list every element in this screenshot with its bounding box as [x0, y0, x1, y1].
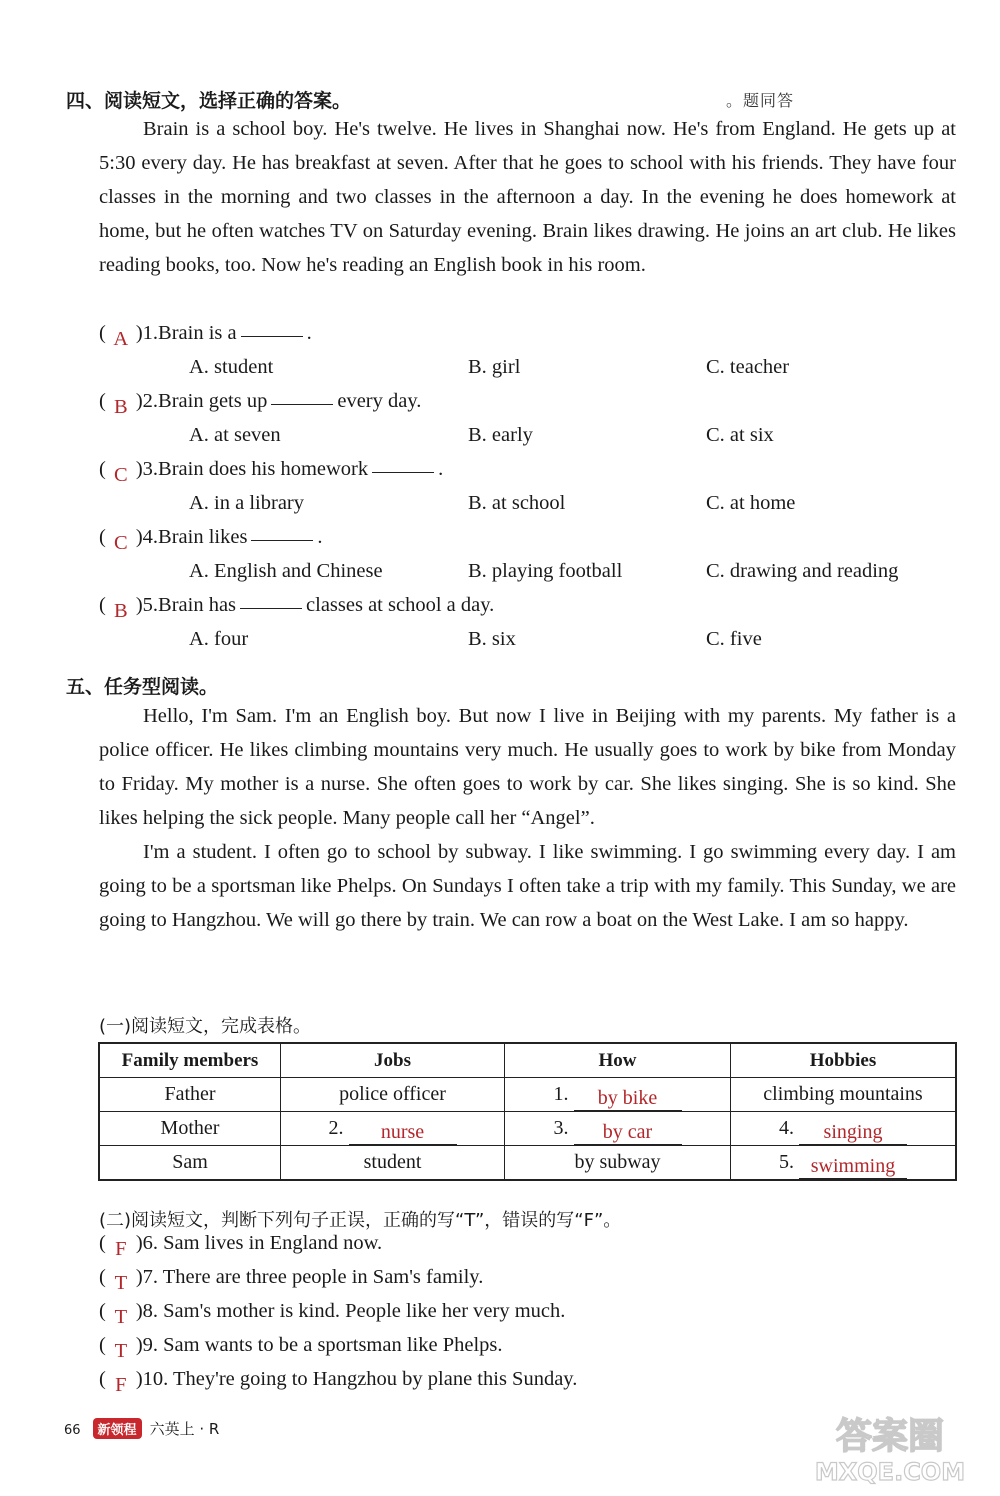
judgment-line	[99, 1300, 566, 1328]
header-how: How	[505, 1043, 731, 1078]
brand-logo: 新领程	[93, 1418, 142, 1439]
cell-job: student	[281, 1146, 505, 1181]
question-blank	[251, 540, 313, 541]
subject-label: 六英上 · R	[149, 1420, 220, 1438]
bracket-open: (	[99, 526, 106, 548]
table-header-row	[99, 1043, 956, 1078]
cell-how	[505, 1112, 731, 1146]
answer-mark: F	[115, 1238, 127, 1260]
question-stem-end: every day.	[337, 390, 422, 412]
table-row	[99, 1078, 956, 1112]
bracket-open: (	[99, 1368, 106, 1390]
header-jobs: Jobs	[281, 1043, 505, 1078]
option: A. at seven	[189, 424, 281, 446]
corner-stamp: 。题同答	[726, 91, 795, 110]
page-number: 66	[64, 1423, 81, 1438]
bracket-open: (	[99, 1266, 106, 1288]
bracket-open: (	[99, 390, 106, 412]
option: B. at school	[468, 492, 566, 514]
option: B. girl	[468, 356, 521, 378]
watermark-text-bottom: MXQE.COM	[814, 1458, 966, 1486]
cell-how	[505, 1078, 731, 1112]
watermark-text-top: 答案圈	[835, 1416, 945, 1457]
header-family-members: Family members	[99, 1043, 281, 1078]
bracket-open: (	[99, 322, 106, 344]
bracket-close: )	[135, 458, 143, 480]
answer-mark: B	[113, 396, 128, 418]
cell-job: police officer	[281, 1078, 505, 1112]
option: B. early	[468, 424, 533, 446]
cell-member: Father	[99, 1078, 281, 1112]
question-stem: Brain likes	[158, 526, 248, 548]
cell-hobby: climbing mountains	[731, 1078, 957, 1112]
bracket-open: (	[99, 458, 106, 480]
option: B. six	[468, 628, 516, 650]
question-blank	[271, 404, 333, 405]
question-stem: Brain gets up	[158, 390, 268, 412]
bracket-open: (	[99, 594, 106, 616]
section5-paragraph-1: Hello, I'm Sam. I'm an English boy. But now I live in Beijing with my parents. My father is a police officer. He likes climbing mountains very much. He usually goes to work by bike from Monday to Friday. My mother is a nurse. She often goes to work by car. She likes singing. She is so kind. She likes helping the sick people. Many people call her “Angel”.	[99, 705, 956, 829]
judgment-line	[99, 1368, 578, 1396]
answer-mark: C	[113, 532, 128, 554]
question-stem: Brain is a	[158, 322, 237, 344]
answer-blank: by bike	[574, 1087, 682, 1111]
question-line	[99, 594, 495, 622]
blank-number: 5.	[779, 1150, 794, 1173]
question-number: 5.	[142, 594, 159, 616]
family-table	[98, 1042, 957, 1181]
cell-hobby	[731, 1146, 957, 1181]
section4-passage-text: Brain is a school boy. He's twelve. He lives in Shanghai now. He's from England. He gets up at 5:30 every day. He has breakfast at seven. After that he goes to school with his friends. They have four classes in the morning and two classes in the afternoon a day. In the evening he does homework at home, but he often watches TV on Saturday evening. Brain likes drawing. He joins an art club. He likes reading books, too. Now he's reading an English book in his room.	[99, 118, 956, 276]
answer-mark: T	[114, 1272, 128, 1294]
cell-member: Sam	[99, 1146, 281, 1181]
option: A. in a library	[189, 492, 304, 514]
header-hobbies: Hobbies	[731, 1043, 957, 1078]
question-number: 2.	[142, 390, 159, 412]
answer-blank: swimming	[799, 1155, 907, 1179]
table-row	[99, 1146, 956, 1181]
section5-passage	[99, 699, 956, 937]
question-line	[99, 390, 422, 418]
question-stem: Brain has	[158, 594, 237, 616]
cell-member: Mother	[99, 1112, 281, 1146]
section4-passage	[99, 112, 956, 282]
judgment-text: )9. Sam wants to be a sportsman like Phelps.	[135, 1334, 503, 1356]
option: C. teacher	[706, 356, 790, 378]
option: A. English and Chinese	[189, 560, 383, 582]
answer-mark: B	[113, 600, 128, 622]
question-blank	[240, 608, 302, 609]
table-row	[99, 1112, 956, 1146]
question-blank	[241, 336, 303, 337]
answer-blank: singing	[799, 1121, 907, 1145]
answer-mark: T	[114, 1306, 128, 1328]
section5-paragraph-2: I'm a student. I often go to school by subway. I like swimming. I go swimming every day. I am going to be a sportsman like Phelps. On Sundays I often take a trip with my family. This Sunday, we are going to Hangzhou. We will go there by train. We can row a boat on the West Lake. I am so happy.	[99, 841, 956, 931]
judgment-text: )8. Sam's mother is kind. People like her very much.	[135, 1300, 566, 1322]
section4-title: 四、阅读短文，选择正确的答案。	[66, 90, 352, 112]
judgment-line	[99, 1266, 484, 1294]
answer-mark: A	[113, 328, 129, 350]
bracket-close: )	[135, 322, 143, 344]
question-number: 1.	[142, 322, 159, 344]
option: C. drawing and reading	[706, 560, 899, 582]
answer-mark: C	[113, 464, 128, 486]
answer-mark: T	[114, 1340, 128, 1362]
part1-title: (一)阅读短文，完成表格。	[99, 1016, 312, 1037]
bracket-close: )	[135, 526, 143, 548]
blank-number: 4.	[779, 1116, 794, 1139]
bracket-close: )	[135, 594, 143, 616]
judgment-text: )10. They're going to Hangzhou by plane this Sunday.	[135, 1368, 578, 1390]
option: A. four	[189, 628, 249, 650]
bracket-open: (	[99, 1334, 106, 1356]
question-blank	[372, 472, 434, 473]
answer-blank: nurse	[349, 1121, 457, 1145]
cell-hobby	[731, 1112, 957, 1146]
question-number: 3.	[142, 458, 159, 480]
question-line	[99, 322, 312, 350]
blank-number: 1.	[553, 1082, 569, 1105]
question-stem-end: .	[306, 322, 312, 344]
judgment-line	[99, 1334, 503, 1362]
cell-job	[281, 1112, 505, 1146]
answer-blank: by car	[574, 1121, 682, 1145]
option: B. playing football	[468, 560, 623, 582]
option: C. at six	[706, 424, 774, 446]
page-footer	[64, 1418, 219, 1439]
bracket-close: )	[135, 390, 143, 412]
watermark-logo	[790, 1408, 990, 1488]
question-stem-end: classes at school a day.	[306, 594, 495, 616]
option: A. student	[189, 356, 274, 378]
judgment-text: )6. Sam lives in England now.	[135, 1232, 383, 1254]
answer-mark: F	[115, 1374, 127, 1396]
question-line	[99, 526, 323, 554]
judgment-text: )7. There are three people in Sam's family.	[135, 1266, 484, 1288]
section5-title: 五、任务型阅读。	[66, 676, 219, 698]
judgment-line	[99, 1232, 383, 1260]
blank-number: 2.	[328, 1116, 344, 1139]
question-stem: Brain does his homework	[158, 458, 369, 480]
question-number: 4.	[142, 526, 159, 548]
question-line	[99, 458, 444, 486]
option: C. at home	[706, 492, 796, 514]
question-stem-end: .	[438, 458, 444, 480]
part2-title: (二)阅读短文，判断下列句子正误，正确的写“T”，错误的写“F”。	[99, 1210, 622, 1231]
question-stem-end: .	[317, 526, 323, 548]
option: C. five	[706, 628, 762, 650]
bracket-open: (	[99, 1300, 106, 1322]
cell-how: by subway	[505, 1146, 731, 1181]
bracket-open: (	[99, 1232, 106, 1254]
blank-number: 3.	[553, 1116, 569, 1139]
